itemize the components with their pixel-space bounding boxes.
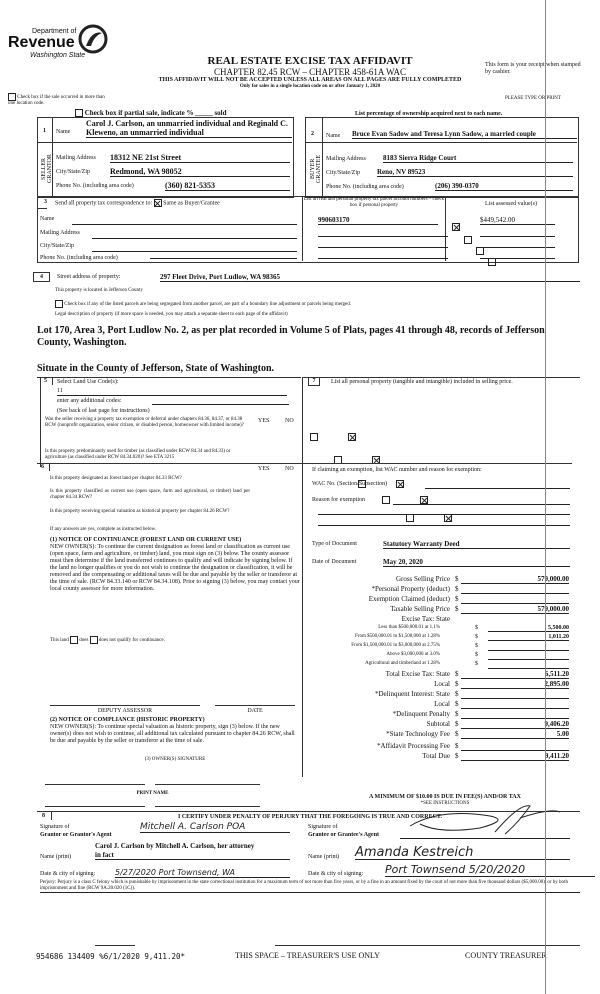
s6-q2: Is this property classified as current use (open space, farm and agricultural, or timber) land per chapter 84.34 RCW? [50, 489, 250, 500]
bracket-2-value[interactable]: 1,011.20 [488, 634, 569, 641]
receipt-note: This form is your receipt when stamped by cashier. [485, 62, 581, 75]
seller-name-line1[interactable]: Carol J. Carlson, an unmarried individual and Reginald C. [86, 119, 288, 128]
ownership-note: List percentage of ownership acquired next to each name. [355, 111, 503, 117]
section8-num: 8 [42, 813, 45, 819]
seller-city[interactable]: Redmond, WA 98052 [110, 167, 290, 177]
dollar-sign: $ [475, 652, 478, 658]
total-row [330, 680, 580, 690]
form-title: REAL ESTATE EXCISE TAX AFFIDAVIT [207, 55, 413, 67]
dollar-sign: $ [455, 595, 459, 603]
same-as-buyer-checkbox[interactable] [154, 199, 162, 207]
corr-city-field[interactable] [92, 243, 297, 252]
dollar-sign: $ [455, 585, 459, 593]
total-excise-state[interactable]: 6,511.20 [461, 670, 569, 679]
delinquent-interest-state[interactable] [461, 690, 569, 699]
doc-date-label: Date of Document [312, 559, 357, 565]
corr-mailing-field[interactable] [92, 230, 297, 239]
section7-label: List all personal property (tangible and intangible) included in selling price. [331, 379, 513, 385]
parcel-row-1[interactable]: 990603170 [318, 216, 438, 225]
grantee-sig-label1: Signature of [308, 824, 338, 830]
section6-num: 6 [41, 464, 44, 470]
bracket-label: Agricultural and timberland at 1.28% [365, 661, 440, 666]
dollar-sign: $ [455, 742, 459, 750]
state-technology-fee[interactable]: 5.00 [461, 730, 569, 739]
certify-statement: I CERTIFY UNDER PENALTY OF PERJURY THAT THE FOREGOING IS TRUE AND CORRECT. [177, 814, 442, 820]
tax-row-label: Exemption Claimed (deduct) [368, 595, 450, 603]
dollar-sign: $ [455, 700, 459, 708]
parcel-1-value[interactable]: $449,542.00 [480, 216, 555, 225]
total-label: Subtotal [426, 720, 450, 728]
seller-side-label: SELLER GRANTOR [41, 154, 53, 184]
multi-location-label: Check box if the sale occurred in more than one location code. [8, 95, 105, 107]
corr-city-label: City/State/Zip [40, 243, 74, 249]
owner-signature-line-2[interactable] [155, 784, 260, 785]
grantor-sig-label2: Grantor or Grantor's Agent [40, 832, 112, 838]
grantee-name-label: Name (print) [308, 854, 340, 860]
dollar-sign: $ [455, 752, 459, 760]
total-label: *Delinquent Penalty [392, 710, 450, 718]
land-use-section-num: 5 [44, 378, 47, 384]
total-label: *Affidavit Processing Fee [377, 742, 450, 750]
grantor-name-line2[interactable]: in fact [95, 851, 290, 860]
seller-name-line2[interactable]: Kleweno, an unmarried individual [86, 128, 292, 138]
notice1-title: (1) NOTICE OF CONTINUANCE (FOREST LAND OR CURRENT USE) [50, 537, 242, 543]
logo-line2: Revenue [8, 34, 75, 51]
legal-label: Legal description of property (if more space is needed, you may attach a separate sheet to each page of the affidavit) [55, 312, 288, 317]
does-not-label: does not qualify for continuance. [98, 638, 165, 644]
logo-line1: Department of [32, 28, 77, 35]
total-label: Total Excise Tax: State [385, 670, 450, 678]
total-row [330, 752, 580, 762]
land-q1-no[interactable] [348, 433, 356, 441]
owner-signature-line-1[interactable] [45, 784, 145, 785]
bracket-row [330, 625, 580, 634]
s6-q2-yes[interactable] [382, 496, 390, 504]
perjury-statement: Perjury: Perjury is a class C felony which is punishable by imprisonment in the state correctional institution for a maximum term of not more than five years, or by a fine in an amount fixed by the court of not more than five thousand dollars ($5,000.00), or by both imprisonment and fine (RCW 9A.20.020 (1C)). [40, 880, 580, 893]
correspondence-label: Send all property tax correspondence to: [55, 200, 153, 207]
tax-row-label: Taxable Selling Price [390, 605, 450, 613]
grantor-sig-label1: Signature of [40, 824, 70, 830]
s6-q1: Is this property designated as forest land per chapter 84.33 RCW? [50, 476, 182, 481]
s6-no-header: NO [285, 466, 294, 472]
bracket-label: From $1,500,000.01 to $3,000,000 at 2.75% [351, 643, 440, 648]
correspondence-label-row [55, 199, 295, 207]
continuance-row [50, 636, 290, 644]
same-as-buyer-label: Same as Buyer/Grantee [163, 200, 220, 207]
seller-phone[interactable]: (360) 821-5353 [165, 181, 290, 191]
parcel-row-3[interactable] [318, 240, 448, 248]
tax-summary [330, 575, 580, 762]
grantor-date-city[interactable]: 5/27/2020 Port Townsend, WA [115, 868, 290, 878]
parcel-2-value[interactable] [480, 229, 555, 237]
grantor-name-line1[interactable]: Carol J. Carlson by Mitchell A. Carlson, her attorney [95, 842, 255, 850]
parcel-row-2[interactable] [318, 229, 448, 237]
bracket-3-value[interactable] [488, 643, 569, 651]
print-name-line-2[interactable] [155, 806, 260, 807]
county-note: This property is located in Jefferson County [55, 288, 143, 293]
land-q1-yes[interactable] [310, 433, 318, 441]
gross-selling-price[interactable]: 579,000.00 [461, 575, 569, 584]
total-label: Total Due [422, 752, 450, 760]
dollar-sign: $ [455, 720, 459, 728]
seller-mailing[interactable]: 18312 NE 21st Street [110, 153, 290, 163]
buyer-phone-label: Phone No. (including area code) [326, 184, 404, 190]
doc-type-label: Type of Document [312, 541, 357, 547]
dor-logo [8, 24, 108, 68]
dollar-sign: $ [475, 643, 478, 649]
land-q2: Is this property predominantly used for timber (as classified under RCW 84.34 and 84.33) or agriculture (as classified under RCW 84.34.020)? See ETA 3215 [45, 449, 231, 460]
doc-date[interactable]: May 20, 2020 [383, 558, 570, 567]
dollar-sign: $ [455, 710, 459, 718]
minimum-note: A MINIMUM OF $10.00 IS DUE IN FEE(S) AND/OR TAX [369, 794, 521, 800]
tax-row [330, 585, 580, 595]
seller-section-num: 1 [43, 128, 46, 134]
reason-field-2[interactable] [318, 508, 570, 515]
subtotal[interactable]: 9,406.20 [461, 720, 569, 729]
parcel-4-value[interactable] [480, 251, 555, 259]
s6-q1-no[interactable] [396, 480, 404, 488]
print-name-line-1[interactable] [45, 806, 145, 807]
corr-name-label: Name [40, 216, 55, 222]
tax-row [330, 595, 580, 605]
form-only-for: Only for sales in a single location code on or after January 1, 2020 [239, 84, 381, 89]
does-qualify-checkbox[interactable] [70, 636, 78, 644]
parcel-3-value[interactable] [480, 240, 555, 248]
form-subtitle: CHAPTER 82.45 RCW – CHAPTER 458-61A WAC [214, 67, 406, 77]
bracket-4-value[interactable] [488, 652, 569, 660]
partial-sale-label: Check box if partial sale, indicate % _____ sold [84, 109, 227, 117]
correspondence-section-num: 3 [44, 199, 47, 205]
total-label: Local [434, 700, 450, 708]
see-instructions: *SEE INSTRUCTIONS [420, 801, 470, 806]
deputy-assessor-label: DEPUTY ASSESSOR [97, 708, 153, 714]
wac-label: WAC No. (Section/Subsection) [312, 481, 388, 487]
parcels-header: List all real and personal property tax parcel account numbers – check box if personal property [303, 197, 445, 208]
segregated-label: Check box if any of the listed parcels are being segregated from another parcel, are part of a boundary line adjustment or parcels being merged. [64, 302, 351, 308]
buyer-side-label: BUYER GRANTEE [310, 155, 322, 183]
delinquent-penalty[interactable] [461, 710, 569, 719]
seller-phone-label: Phone No. (including area code) [56, 183, 134, 189]
washington-logo-icon [78, 24, 108, 54]
multi-location-checkbox[interactable] [8, 93, 16, 101]
seller-city-label: City/State/Zip [56, 169, 90, 175]
land-q1: Was the seller receiving a property tax exemption or deferral under chapters 84.36, 84.37, or 84.38 RCW (nonprofit organization, senior citizen, or disabled person, homeowner with limited income)? [45, 417, 244, 428]
grantor-name-label: Name (print) [40, 854, 72, 860]
please-type: PLEASE TYPE OR PRINT [505, 96, 561, 101]
personal-property-deduct[interactable] [461, 585, 569, 594]
receipt-stamp: 954686 134409 %6/1/2020 9,411.20* [36, 952, 186, 961]
excise-header: Excise Tax: State [401, 615, 450, 623]
affidavit-processing-fee[interactable] [461, 742, 569, 751]
exemption-label: If claiming an exemption, list WAC number and reason for exemption: [312, 467, 482, 473]
bracket-1-value[interactable]: 5,500.00 [488, 625, 569, 632]
reason-label: Reason for exemption [312, 497, 365, 503]
bracket-5-value[interactable] [488, 661, 569, 669]
owner-signature-label: (3) OWNER(S) SIGNATURE [144, 757, 206, 762]
form-warning: THIS AFFIDAVIT WILL NOT BE ACCEPTED UNLESS ALL AREAS ON ALL PAGES ARE FULLY COMPLETED [158, 77, 462, 83]
assessor-date-line[interactable] [215, 705, 295, 706]
additional-codes-field[interactable] [152, 398, 289, 405]
doc-type[interactable]: Statutory Warranty Deed [383, 540, 570, 549]
buyer-mailing-label: Mailing Address [326, 156, 366, 162]
grantee-date-city[interactable]: Port Townsend 5/20/2020 [385, 864, 595, 877]
does-label: does [79, 638, 89, 644]
grantee-sig-label2: Grantee or Grantee's Agent [308, 832, 380, 838]
buyer-city-label: City/State/Zip [326, 170, 360, 176]
delinquent-interest-local[interactable] [461, 700, 569, 709]
s6-yes-header: YES [258, 466, 270, 472]
dollar-sign: $ [455, 605, 459, 613]
buyer-city[interactable]: Reno, NV 89523 [377, 168, 573, 177]
land-no-header: NO [285, 418, 294, 424]
dollar-sign: $ [475, 661, 478, 667]
notice1-body: NEW OWNER(S): To continue the current designation as forest land or classification as current use (open space, farm and agriculture, or timber) land, you must sign on (3) below. The county assessor must then determine if the land transferred continues to qualify and will indicate by signing below. If the land no longer qualifies or you do not wish to continue the designation or classification, it will be removed and the compensating or additional taxes will be due and payable by the seller or transferor at the time of sale. (RCW 84.33.140 or RCW 84.34.108). Prior to signing (3) below, you may contact your local county assessor for more information. [50, 544, 300, 592]
parcel-row-4[interactable] [318, 251, 448, 259]
parcel-1-personal-checkbox[interactable] [452, 223, 460, 231]
corr-mailing-label: Mailing Address [40, 230, 80, 236]
reason-field[interactable] [393, 497, 570, 505]
total-label: *Delinquent Interest: State [374, 690, 450, 698]
additional-codes-label: enter any additional codes: [57, 398, 122, 404]
dollar-sign: $ [455, 575, 459, 583]
wac-field[interactable] [425, 481, 570, 489]
tax-row-label: *Personal Property (deduct) [371, 585, 450, 593]
exemption-claimed-deduct[interactable] [461, 595, 569, 604]
total-row [330, 690, 580, 700]
bracket-row [330, 643, 580, 652]
bracket-row [330, 634, 580, 643]
multi-location-checkbox-row[interactable] [8, 93, 108, 107]
total-row [330, 700, 580, 710]
segregated-checkbox-row[interactable] [55, 300, 555, 308]
buyer-name-label: Name [326, 133, 341, 139]
bracket-row [330, 652, 580, 661]
bracket-row [330, 661, 580, 670]
logo-line3: Washington State [30, 52, 86, 59]
seller-name-label: Name [56, 129, 71, 135]
dollar-sign: $ [455, 690, 459, 698]
tax-row [330, 605, 580, 615]
property-section-num: 4 [33, 272, 50, 282]
street-address[interactable]: 297 Fleet Drive, Port Ludlow, WA 98365 [160, 273, 580, 282]
buyer-mailing[interactable]: 8183 Sierra Ridge Court [383, 154, 573, 163]
buyer-phone[interactable]: (206) 390-0370 [435, 182, 573, 191]
total-due[interactable]: 9,411.20 [461, 752, 569, 761]
corr-phone-label: Phone No. (including area code) [40, 255, 118, 261]
land-use-label: Select Land Use Code(s): [57, 379, 119, 385]
dollar-sign: $ [455, 730, 459, 738]
dollar-sign: $ [455, 670, 459, 678]
bracket-label: Less than $500,000.01 at 1.1% [378, 625, 440, 630]
corr-phone-field[interactable] [150, 252, 297, 259]
street-label: Street address of property: [57, 274, 121, 280]
buyer-section-num: 2 [311, 131, 314, 137]
reason-field-3[interactable] [318, 519, 570, 526]
parcel-4-personal-checkbox[interactable] [488, 258, 496, 266]
section7-num: 7 [308, 378, 320, 386]
land-yes-header: YES [258, 418, 270, 424]
total-excise-local[interactable]: 2,895.00 [461, 680, 569, 689]
see-back: (See back of last page for instructions) [57, 408, 150, 414]
total-row [330, 730, 580, 742]
buyer-name[interactable]: Bruce Evan Sadow and Teresa Lynn Sadow, a married couple [352, 130, 577, 139]
print-name-label: PRINT NAME [136, 791, 169, 796]
corr-name-field[interactable] [72, 216, 297, 225]
scan-artifact-line [545, 0, 546, 994]
parcel-2-personal-checkbox[interactable] [464, 236, 472, 244]
s6-if-yes: If any answers are yes, complete as instructed below. [50, 527, 157, 532]
land-use-code[interactable]: 11 [57, 388, 287, 396]
dollar-sign: $ [455, 680, 459, 688]
s6-q3: Is this property receiving special valuation as historical property per chapter 84.26 RCW? [50, 509, 230, 514]
dollar-sign: $ [475, 625, 478, 631]
taxable-selling-price[interactable]: 579,000.00 [461, 605, 569, 614]
grantor-signature[interactable]: Mitchell A. Carlson POA [140, 822, 290, 833]
deputy-assessor-line[interactable] [50, 705, 200, 706]
dollar-sign: $ [475, 634, 478, 640]
assessed-header: List assessed value(s) [485, 201, 537, 207]
bracket-label: Above $3,000,000 at 3.0% [386, 652, 440, 657]
excise-header-row [330, 615, 580, 625]
notice2-body: NEW OWNER(S): To continue special valuation as historic property, sign (3) below. If the new owner(s) does not wish to continue, all additional tax calculated pursuant to chapter 84.26 RCW, shall be due and payable by the seller or transferor at the time of sale. [50, 724, 295, 744]
tax-row-label: Gross Selling Price [395, 575, 450, 583]
total-row [330, 742, 580, 752]
treasurer-use-only: THIS SPACE – TREASURER'S USE ONLY [235, 951, 380, 960]
grantor-date-label: Date & city of signing: [40, 871, 96, 877]
total-row [330, 710, 580, 720]
grantee-date-label: Date & city of signing: [308, 871, 364, 877]
total-row [330, 670, 580, 680]
seller-mailing-label: Mailing Address [56, 155, 96, 161]
grantee-name[interactable]: Amanda Kestreich [355, 846, 570, 860]
notice2-title: (2) NOTICE OF COMPLIANCE (HISTORIC PROPERTY) [50, 717, 205, 723]
total-row [330, 720, 580, 730]
assessor-date-label: DATE [247, 708, 263, 714]
does-not-qualify-checkbox[interactable] [90, 636, 98, 644]
total-label: Local [434, 680, 450, 688]
this-land-label: This land [50, 638, 69, 644]
total-label: *State Technology Fee [386, 730, 450, 738]
segregated-checkbox[interactable] [55, 300, 63, 308]
tax-row [330, 575, 580, 585]
legal-situate[interactable]: Situate in the County of Jefferson, State of Washington. [37, 363, 275, 374]
bracket-label: From $500,000.01 to $1,500,000 at 1.28% [355, 634, 440, 639]
legal-description[interactable]: Lot 170, Area 3, Port Ludlow No. 2, as per plat recorded in Volume 5 of Plats, pages 41 through 48, records of Jefferson County, Washington. [37, 325, 545, 348]
county-treasurer: COUNTY TREASURER [465, 951, 547, 960]
